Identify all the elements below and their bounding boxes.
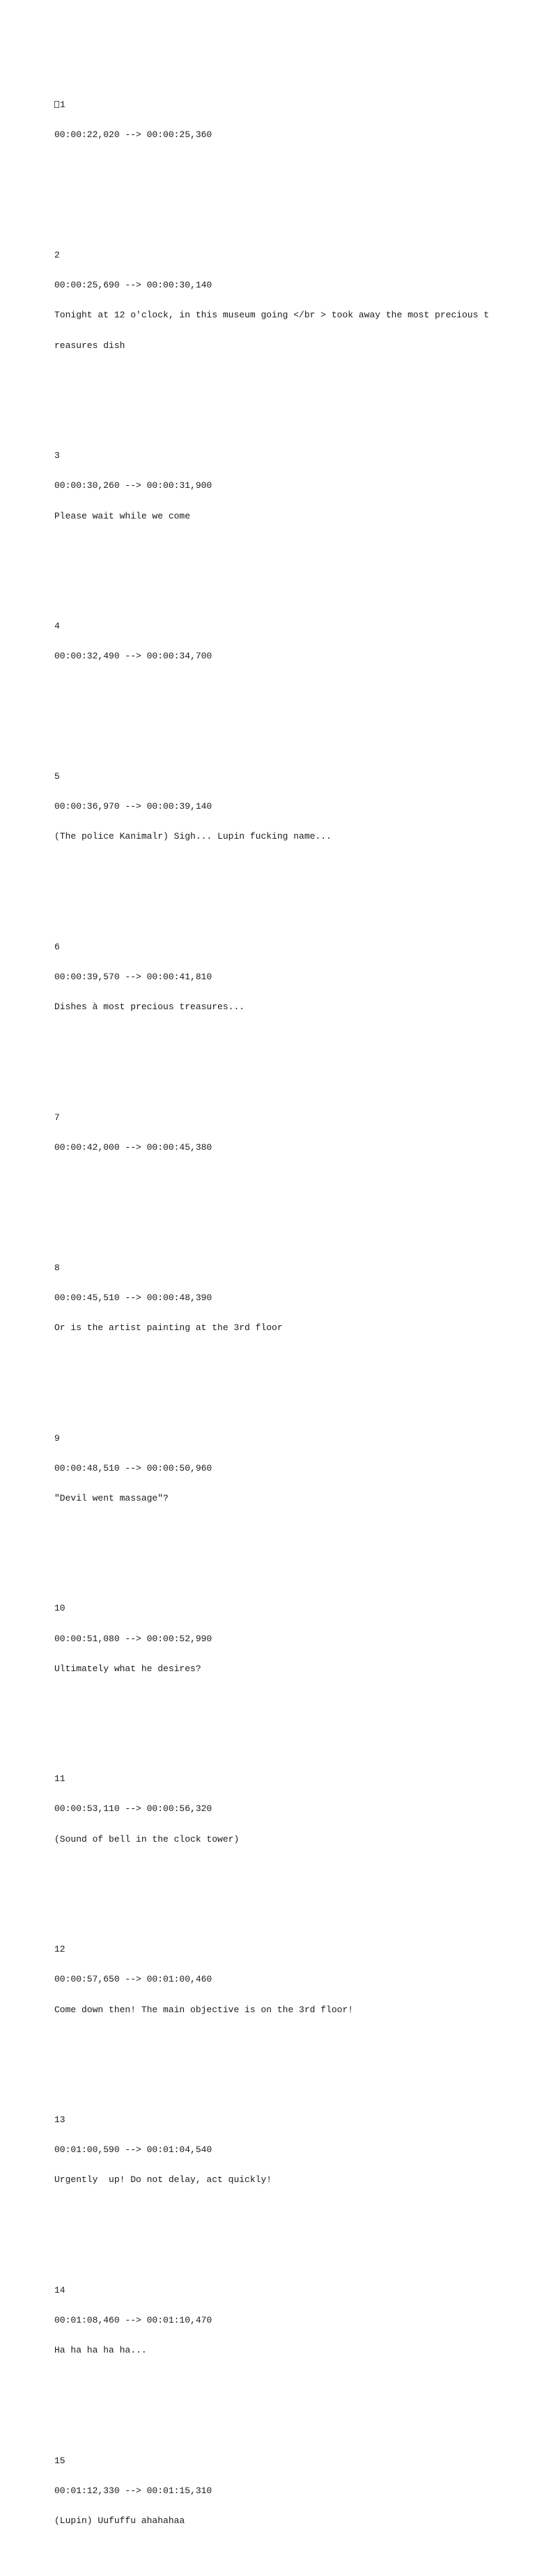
subtitle-line: Ha ha ha ha ha... <box>54 2345 147 2356</box>
subtitle-entry <box>54 1093 500 1173</box>
subtitle-timing: 00:00:45,510 --> 00:00:48,390 <box>54 1292 212 1303</box>
subtitle-timing: 00:00:57,650 --> 00:01:00,460 <box>54 1974 212 1985</box>
subtitle-index: 7 <box>54 1112 60 1123</box>
subtitle-timing: 00:00:51,080 --> 00:00:52,990 <box>54 1633 212 1644</box>
subtitle-timing: 00:00:32,490 --> 00:00:34,700 <box>54 651 212 662</box>
subtitle-entry <box>54 1584 500 1694</box>
subtitle-index: 15 <box>54 2455 65 2466</box>
subtitle-entry <box>54 230 500 371</box>
subtitle-index: 9 <box>54 1432 60 1444</box>
subtitle-line: Come down then! The main objective is on the 3rd floor! <box>54 2004 354 2015</box>
subtitle-line: (The police Kanimalr) Sigh... Lupin fucking name... <box>54 831 332 842</box>
subtitle-index: 11 <box>54 1773 65 1785</box>
subtitle-timing: 00:01:00,590 --> 00:01:04,540 <box>54 2144 212 2156</box>
subtitle-index: 3 <box>54 450 60 461</box>
subtitle-entry <box>54 2266 500 2376</box>
subtitle-entry <box>54 922 500 1032</box>
subtitle-entry <box>54 1243 500 1353</box>
subtitle-line: Please wait while we come <box>54 510 191 521</box>
subtitle-timing: 00:00:25,690 --> 00:00:30,140 <box>54 280 212 291</box>
subtitle-entry <box>54 431 500 541</box>
subtitle-line: Dishes à most precious treasures... <box>54 1002 245 1013</box>
subtitle-index: 6 <box>54 941 60 952</box>
subtitle-line: (Lupin) Uufuffu ahahahaa <box>54 2515 185 2527</box>
subtitle-entry <box>54 1754 500 1864</box>
subtitle-index: 14 <box>54 2284 65 2296</box>
subtitle-line: reasures dish <box>54 340 125 351</box>
subtitle-line: Urgently up! Do not delay, act quickly! <box>54 2174 272 2186</box>
subtitle-timing: 00:00:53,110 --> 00:00:56,320 <box>54 1803 212 1815</box>
subtitle-timing: 00:00:42,000 --> 00:00:45,380 <box>54 1141 212 1153</box>
subtitle-timing: 00:00:48,510 --> 00:00:50,960 <box>54 1462 212 1473</box>
subtitle-index: 8 <box>54 1262 60 1273</box>
subtitle-timing: 00:01:12,330 --> 00:01:15,310 <box>54 2485 212 2496</box>
subtitle-line: Or is the artist painting at the 3rd floor <box>54 1322 283 1334</box>
subtitle-entry <box>54 80 500 160</box>
subtitle-timing: 00:00:39,570 --> 00:00:41,810 <box>54 972 212 983</box>
subtitle-index: 1 <box>60 100 65 111</box>
missing-glyph-icon <box>54 101 59 108</box>
subtitle-line: (Sound of bell in the clock tower) <box>54 1833 240 1844</box>
subtitle-timing: 00:00:30,260 --> 00:00:31,900 <box>54 480 212 491</box>
subtitle-index: 10 <box>54 1603 65 1614</box>
subtitle-timing: 00:00:22,020 --> 00:00:25,360 <box>54 129 212 141</box>
subtitle-index: 4 <box>54 620 60 631</box>
subtitle-index: 12 <box>54 1944 65 1955</box>
subtitle-line: Ultimately what he desires? <box>54 1663 201 1674</box>
subtitle-entry <box>54 2436 500 2546</box>
subtitle-line: Tonight at 12 o'clock, in this museum going </br > took away the most precious t <box>54 310 490 321</box>
subtitle-text <box>54 50 500 2576</box>
subtitle-entry <box>54 752 500 862</box>
subtitle-index: 13 <box>54 2114 65 2125</box>
subtitle-timing: 00:00:36,970 --> 00:00:39,140 <box>54 801 212 812</box>
subtitle-entry <box>54 1925 500 2034</box>
subtitle-entry <box>54 2095 500 2205</box>
subtitle-entry <box>54 601 500 681</box>
subtitle-index: 5 <box>54 771 60 782</box>
subtitle-timing: 00:01:08,460 --> 00:01:10,470 <box>54 2315 212 2326</box>
subtitle-entry <box>54 1414 500 1524</box>
subtitle-line: "Devil went massage"? <box>54 1493 169 1503</box>
subtitle-index: 2 <box>54 250 60 261</box>
